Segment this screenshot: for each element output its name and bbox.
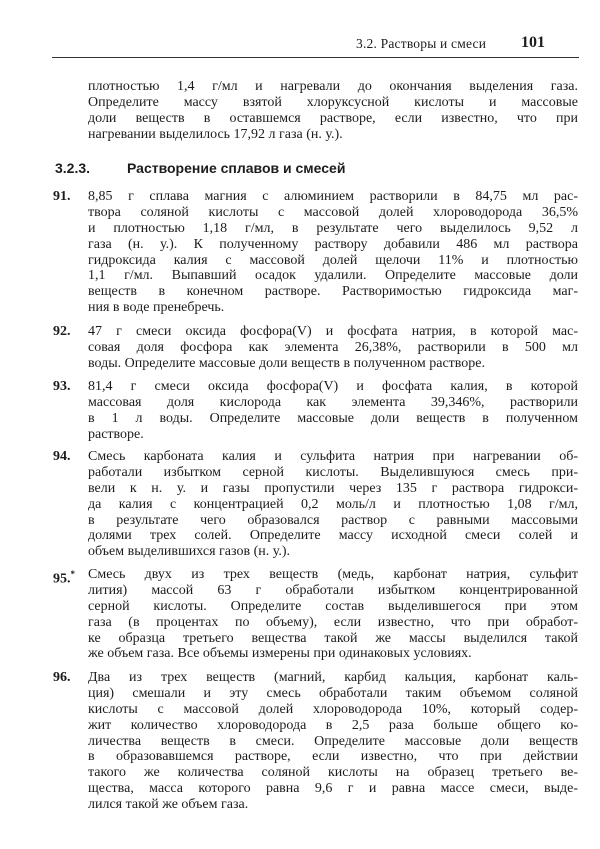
text-line: доли веществ в оставшемся растворе, если известно, что при [88,110,578,126]
text-line: ция) смешали и эту смесь обработали таким объемом соляной [88,685,578,701]
text-line: 81,4 г смеси оксида фосфора(V) и фосфата калия, в которой [88,379,578,394]
text-line: Смесь двух из трех веществ (медь, карбонат натрия, сульфит [88,567,578,582]
problem-number [53,189,71,205]
problem-number-text: 92. [53,324,71,339]
text-line: работали избытком серной кислоты. Выделившуюся смесь при- [88,464,578,480]
section-number: 3.2.3. [55,160,91,176]
problem-number [53,379,71,395]
intro-paragraph [88,79,578,143]
section-title: Растворение сплавов и смесей [127,160,346,176]
problem-text [88,379,578,443]
text-line: и плотностью 1,18 г/мл, в результате чего выделилось 9,52 л [88,220,578,236]
text-line: в 1 л воды. Определите массовые доли веществ в полученном [88,410,578,426]
text-line: в образовавшемся растворе, если известно, что при действии [88,749,578,765]
problem-text [88,189,578,316]
text-line: Смесь карбоната калия и сульфита натрия при нагревании об- [88,449,578,464]
problem-number-text: 93. [53,379,71,394]
text-line: в результате чего образовался раствор с равными массовыми [88,512,578,528]
text-line: щества, масса которого равна 9,6 г и равна массе смеси, выде- [88,781,578,797]
text-line: веществ в конечном растворе. Растворимостью гидроксида маг- [88,284,578,300]
problem-number-text: 95. [53,571,71,587]
text-line: Определите массу взятой хлоруксусной кислоты и массовые [88,94,578,110]
problem-text [88,670,578,813]
text-line: Два из трех веществ (магний, карбид кальция, карбонат каль- [88,670,578,685]
problem-number-text: 91. [53,189,71,204]
difficulty-mark: * [70,569,75,579]
text-line: растворе. [88,426,144,442]
header-rule [52,57,579,58]
text-line: объем выделившихся газов (н. у.). [88,544,290,560]
problem-number [53,324,71,340]
text-line: вели к н. у. и газы пропустили через 135 г раствора гидрокси- [88,480,578,496]
text-line: газа (н. у.). К полученному раствору добавили 486 мл раствора [88,236,578,252]
text-line: 1,1 г/мл. Выпавший осадок удалили. Определите массовые доли [88,268,578,284]
text-line: жит количество хлороводорода в 2,5 раза больше общего ко- [88,717,578,733]
problem-number [53,670,71,686]
text-line: нагревании выделилось 17,92 л газа (н. у.). [88,126,343,142]
text-line: долями трех солей. Определите массу исходной смеси солей и [88,528,578,544]
text-line: же объем газа. Все объемы измерены при одинаковых условиях. [88,646,472,662]
problem-text [88,449,578,560]
text-line: ния в воде пренебречь. [88,300,225,316]
text-line: воды. Определите массовые доли веществ в полученном растворе. [88,355,486,371]
text-line: кислоты с массовой долей хлороводорода 10%, который содер- [88,701,578,717]
text-line: лился такой же объем газа. [88,797,249,813]
text-line: лития) массой 63 г обработали избытком концентрированной [88,582,578,598]
problem-text [88,324,578,372]
text-line: гидроксида калия с массовой долей щелочи 11% и плотностью [88,252,578,268]
header-section-title: 3.2. Растворы и смеси [356,36,487,51]
text-line: твора соляной кислоты с массовой долей хлороводорода 36,5% [88,204,578,220]
problem-text [88,567,578,662]
page-number: 101 [521,34,545,51]
text-line: да калия с концентрацией 0,2 моль/л и плотностью 1,08 г/мл, [88,496,578,512]
text-line: личества веществ в смеси. Определите массовые доли веществ [88,733,578,749]
text-line: такого же количества соляной кислоты на образец третьего ве- [88,765,578,781]
problem-number-text: 94. [53,449,71,464]
problem-number [53,567,75,588]
problem-number [53,449,71,465]
text-line: совая доля фосфора как элемента 26,38%, растворили в 500 мл [88,339,578,355]
text-line: серной кислоты. Определите состав выделившегося при этом [88,598,578,614]
text-line: ке образца третьего вещества такой же массы выделился такой [88,630,578,646]
text-line: 47 г смеси оксида фосфора(V) и фосфата натрия, в которой мас- [88,324,578,339]
text-line: 8,85 г сплава магния с алюминием растворили в 84,75 мл рас- [88,189,578,204]
text-line: массовая доля кислорода как элемента 39,346%, растворили [88,394,578,410]
text-line: плотностью 1,4 г/мл и нагревали до окончания выделения газа. [88,79,578,94]
problem-number-text: 96. [53,670,71,685]
text-line: газа (в процентах по объему), если известно, что при обработ- [88,614,578,630]
